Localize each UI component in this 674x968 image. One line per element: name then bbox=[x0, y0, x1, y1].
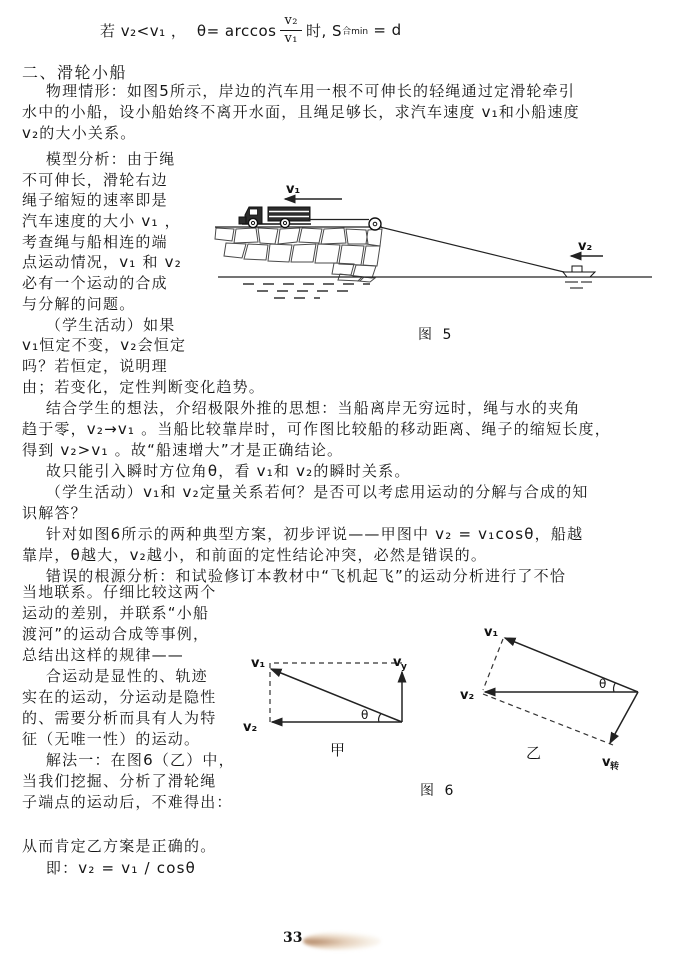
figure-5 bbox=[212, 178, 660, 348]
paragraph-mid bbox=[22, 377, 662, 587]
text-line: 结合学生的想法，介绍极限外推的思想：当船离岸无穷远时，绳与水的夹角 bbox=[22, 399, 581, 417]
yi-theta-arc bbox=[614, 683, 616, 693]
formula-s-subscript: 合min bbox=[342, 26, 369, 37]
text-line: 得到 v₂>v₁ 。故“船速增大”才是正确结论。 bbox=[22, 441, 344, 459]
text-line: 错误的根源分析：和试验修订本教材中“飞机起飞”的运动分析进行了不恰 bbox=[22, 567, 567, 585]
v1-label: v₁ bbox=[286, 182, 301, 197]
text-line: 当我们挖掘、分析了滑轮绳 bbox=[22, 772, 217, 790]
text-line: 水中的小船，设小船始终不离开水面，且绳足够长，求汽车速度 v₁和小船速度 bbox=[22, 103, 580, 121]
fraction-denominator: v₁ bbox=[284, 30, 299, 46]
text-line: 征（无唯一性）的运动。 bbox=[22, 730, 201, 748]
figure5-caption: 图 5 bbox=[418, 327, 455, 343]
formula-smin bbox=[100, 10, 402, 50]
paragraph-end bbox=[22, 815, 662, 857]
jia-vy-label-base: v bbox=[393, 655, 402, 670]
text-line: 必有一个运动的合成 bbox=[22, 274, 168, 293]
section-heading: 二、滑轮小船 bbox=[22, 63, 128, 82]
yi-v2-label: v₂ bbox=[460, 688, 475, 703]
jia-theta-arc bbox=[379, 714, 381, 723]
text-line: 总结出这样的规律—— bbox=[22, 646, 185, 664]
yi-dashed-bottom bbox=[483, 694, 613, 745]
paragraph-beside-fig6 bbox=[22, 582, 252, 813]
text-line: 与分解的问题。 bbox=[22, 294, 136, 313]
yi-vzhuan-arrow bbox=[610, 692, 638, 743]
jia-theta-label: θ bbox=[361, 708, 369, 722]
text-line: 针对如图6所示的两种典型方案，初步评说——甲图中 v₂ = v₁cosθ，船越 bbox=[22, 525, 584, 543]
text-line: （学生活动）v₁和 v₂定量关系若何？是否可以考虑用运动的分解与合成的知 bbox=[22, 483, 589, 501]
bank-stones bbox=[215, 228, 382, 282]
yi-vzhuan-label-base: v bbox=[602, 755, 611, 770]
jia-vy-label-sub: y bbox=[401, 662, 407, 672]
formula-mid: 时, S bbox=[306, 21, 343, 40]
yi-dashed-left bbox=[483, 639, 503, 690]
text-line: 识解答？ bbox=[22, 504, 87, 522]
yi-v1-label: v₁ bbox=[484, 625, 499, 640]
text-line: 从而肯定乙方案是正确的。 bbox=[22, 837, 217, 855]
text-line: 绳子缩短的速率即是 bbox=[22, 191, 168, 210]
text-line: v₁恒定不变，v₂会恒定 bbox=[22, 336, 187, 355]
truck-rear-wheel bbox=[280, 218, 289, 227]
pulley bbox=[369, 218, 381, 230]
yi-vzhuan-label-sub: 转 bbox=[610, 762, 620, 772]
paragraph-beside-fig5 bbox=[22, 149, 222, 377]
text-line: 物理情形：如图5所示，岸边的汽车用一根不可伸长的轻绳通过定滑轮牵引 bbox=[22, 82, 576, 100]
page-number: 33 bbox=[283, 930, 303, 946]
rope-diagonal bbox=[380, 227, 568, 273]
text-line bbox=[22, 815, 662, 836]
text-line: v₂的大小关系。 bbox=[22, 124, 137, 142]
boat bbox=[563, 266, 595, 277]
figure6-caption: 图 6 bbox=[420, 783, 457, 799]
text-line: 由；若变化，定性判断变化趋势。 bbox=[22, 378, 266, 396]
yi-v1-arrow bbox=[505, 638, 638, 692]
diagram-jia bbox=[243, 655, 407, 759]
text-line: 故只能引入瞬时方位角θ，看 v₁和 v₂的瞬时关系。 bbox=[22, 462, 411, 480]
text-line: 的、需要分析而具有人为特 bbox=[22, 709, 217, 727]
text-line: 靠岸，θ越大，v₂越小，和前面的定性结论冲突，必然是错误的。 bbox=[22, 546, 488, 564]
yi-caption: 乙 bbox=[526, 744, 542, 762]
text-line: 实在的运动，分运动是隐性 bbox=[22, 688, 217, 706]
text-line: 子端点的运动后，不难得出： bbox=[22, 793, 233, 811]
text-line: 运动的差别，并联系“小船 bbox=[22, 604, 210, 622]
truck bbox=[239, 207, 311, 228]
jia-v1-arrow bbox=[271, 669, 402, 722]
jia-v2-label: v₂ bbox=[243, 720, 258, 735]
diagram-yi bbox=[460, 625, 638, 772]
text-line: 趋于零，v₂→v₁ 。当船比较靠岸时，可作图比较船的移动距离、绳子的缩短长度， bbox=[22, 420, 611, 438]
v2-label: v₂ bbox=[578, 239, 593, 254]
scan-smudge bbox=[303, 932, 381, 950]
text-line: 渡河”的运动合成等事例， bbox=[22, 625, 210, 643]
jia-dashed-rect bbox=[270, 663, 402, 722]
boat-ripples bbox=[565, 282, 592, 288]
text-line: 点运动情况，v₁ 和 v₂ bbox=[22, 253, 182, 272]
truck-front-wheel bbox=[248, 218, 257, 227]
text-line: 汽车速度的大小 v₁ ， bbox=[22, 212, 181, 231]
paragraph-intro bbox=[22, 81, 660, 144]
text-line: 解法一：在图6（乙）中， bbox=[22, 751, 235, 769]
figure-6 bbox=[238, 612, 668, 807]
text-line: 不可伸长，滑轮右边 bbox=[22, 170, 168, 189]
formula-v2-equals: 即：v₂ = v₁ / cosθ bbox=[22, 859, 196, 877]
yi-theta-label: θ bbox=[599, 677, 607, 691]
text-line: （学生活动）如果 bbox=[22, 315, 176, 334]
text-line: 考查绳与船相连的端 bbox=[22, 232, 168, 251]
fraction-v2-over-v1 bbox=[280, 14, 302, 47]
text-line: 当地联系。仔细比较这两个 bbox=[22, 583, 217, 601]
formula-prefix: 若 v₂<v₁ ， θ= arccos bbox=[100, 21, 277, 40]
water-ripples bbox=[243, 284, 370, 298]
text-line: 合运动是显性的、轨迹 bbox=[22, 667, 208, 685]
text-line: 吗？若恒定，说明理 bbox=[22, 356, 168, 375]
jia-v1-label: v₁ bbox=[251, 656, 266, 671]
fraction-numerator: v₂ bbox=[280, 14, 302, 31]
text-line: 模型分析：由于绳 bbox=[22, 150, 176, 168]
jia-caption: 甲 bbox=[330, 741, 346, 759]
formula-suffix: = d bbox=[368, 21, 402, 39]
